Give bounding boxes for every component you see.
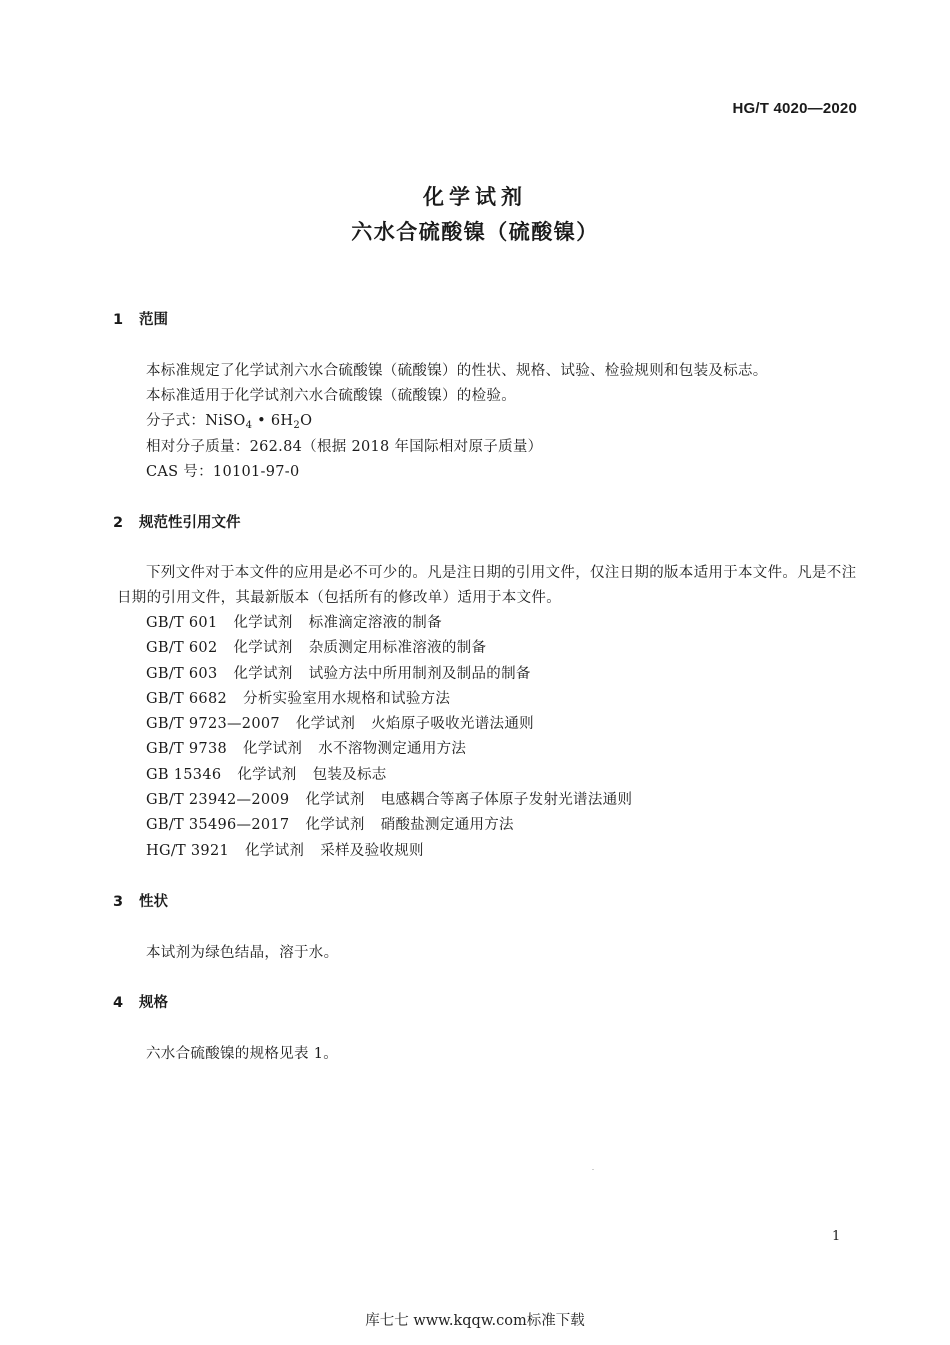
molecular-formula	[146, 409, 312, 430]
reference-code: GB/T 9723—2007	[146, 716, 280, 733]
reference-code: GB/T 601	[146, 615, 218, 631]
reference-title: 包装及标志	[312, 766, 387, 783]
cas-label: CAS 号：	[146, 464, 213, 480]
reference-series: 化学试剂	[245, 842, 305, 859]
reference-item	[146, 712, 632, 737]
reference-code: GB/T 35496—2017	[146, 817, 290, 834]
section-title: 规范性引用文件	[139, 515, 241, 531]
page-number: 1	[832, 1229, 841, 1244]
formula-subscript: 4	[245, 420, 253, 431]
reference-item	[146, 687, 632, 712]
reference-item	[146, 636, 632, 661]
section-1-heading	[113, 308, 168, 329]
reference-title: 杂质测定用标准溶液的制备	[308, 640, 487, 657]
reference-item	[146, 839, 632, 864]
reference-series: 化学试剂	[305, 817, 365, 834]
reference-series: 化学试剂	[243, 741, 303, 758]
scope-paragraph-1: 本标准规定了化学试剂六水合硫酸镍（硫酸镍）的性状、规格、试验、检验规则和包装及标志。	[146, 363, 768, 379]
reference-series: 化学试剂	[295, 716, 356, 733]
reference-list	[146, 611, 632, 864]
molecular-mass	[146, 435, 542, 456]
reference-code: GB/T 603	[146, 665, 218, 682]
reference-item	[146, 813, 632, 838]
cas-value: 10101-97-0	[212, 464, 300, 480]
formula-part: NiSO	[205, 413, 246, 429]
section-number: 4	[113, 995, 124, 1011]
reference-title: 电感耦合等离子体原子发射光谱法通则	[380, 792, 633, 809]
reference-title: 分析实验室用水规格和试验方法	[243, 690, 451, 707]
references-intro: 下列文件对于本文件的应用是必不可少的。凡是注日期的引用文件，仅注日期的版本适用于本文件。凡是不注日期的引用文件，其最新版本（包括所有的修改单）适用于本文件。	[117, 565, 857, 606]
formula-part: • 6H	[252, 413, 294, 429]
reference-code: GB/T 23942—2009	[146, 792, 290, 809]
reference-title: 水不溶物测定通用方法	[318, 741, 467, 758]
section-number: 1	[113, 312, 124, 328]
reference-item	[146, 662, 632, 687]
reference-title: 采样及验收规则	[320, 842, 424, 859]
reference-code: GB 15346	[146, 766, 222, 783]
reference-title: 硝酸盐测定通用方法	[380, 817, 514, 834]
mass-value: 262.84（根据 2018 年国际相对原子质量）	[249, 439, 543, 455]
formula-label: 分子式：	[146, 413, 206, 429]
properties-text: 本试剂为绿色结晶，溶于水。	[146, 945, 339, 961]
mass-label: 相对分子质量：	[146, 439, 250, 455]
section-title: 性状	[139, 894, 168, 910]
section-number: 3	[113, 894, 124, 910]
reference-code: GB/T 9738	[146, 741, 228, 758]
section-title: 范围	[139, 312, 168, 328]
footer-watermark-text: 库七七 www.kqqw.com标准下载	[365, 1313, 585, 1329]
formula-subscript: 2	[293, 420, 301, 431]
reference-code: GB/T 602	[146, 640, 218, 657]
document-title-line2: 六水合硫酸镍（硫酸镍）	[351, 220, 599, 244]
section-3-heading	[113, 890, 168, 911]
reference-item	[146, 763, 632, 788]
specification-text: 六水合硫酸镍的规格见表 1。	[146, 1046, 339, 1062]
section-2-heading	[113, 511, 241, 532]
formula-part: O	[300, 413, 313, 429]
section-4-heading	[113, 991, 168, 1012]
reference-code: GB/T 6682	[146, 690, 228, 707]
reference-item	[146, 788, 632, 813]
standard-number: HG/T 4020—2020	[732, 100, 857, 117]
reference-code: HG/T 3921	[146, 842, 229, 859]
reference-title: 标准滴定溶液的制备	[308, 615, 442, 631]
reference-series: 化学试剂	[305, 792, 365, 809]
reference-series: 化学试剂	[233, 640, 293, 657]
section-number: 2	[113, 515, 124, 531]
scope-paragraph-2: 本标准适用于化学试剂六水合硫酸镍（硫酸镍）的检验。	[146, 388, 516, 404]
scan-speck	[592, 1169, 594, 1170]
reference-series: 化学试剂	[237, 766, 297, 783]
reference-series: 化学试剂	[233, 615, 293, 631]
document-title-line1: 化学试剂	[423, 185, 527, 209]
cas-number	[146, 460, 300, 481]
reference-title: 试验方法中所用制剂及制品的制备	[308, 665, 531, 682]
reference-title: 火焰原子吸收光谱法通则	[371, 716, 534, 733]
section-title: 规格	[139, 995, 168, 1011]
reference-item	[146, 737, 632, 762]
reference-series: 化学试剂	[233, 665, 293, 682]
reference-item	[146, 611, 632, 636]
